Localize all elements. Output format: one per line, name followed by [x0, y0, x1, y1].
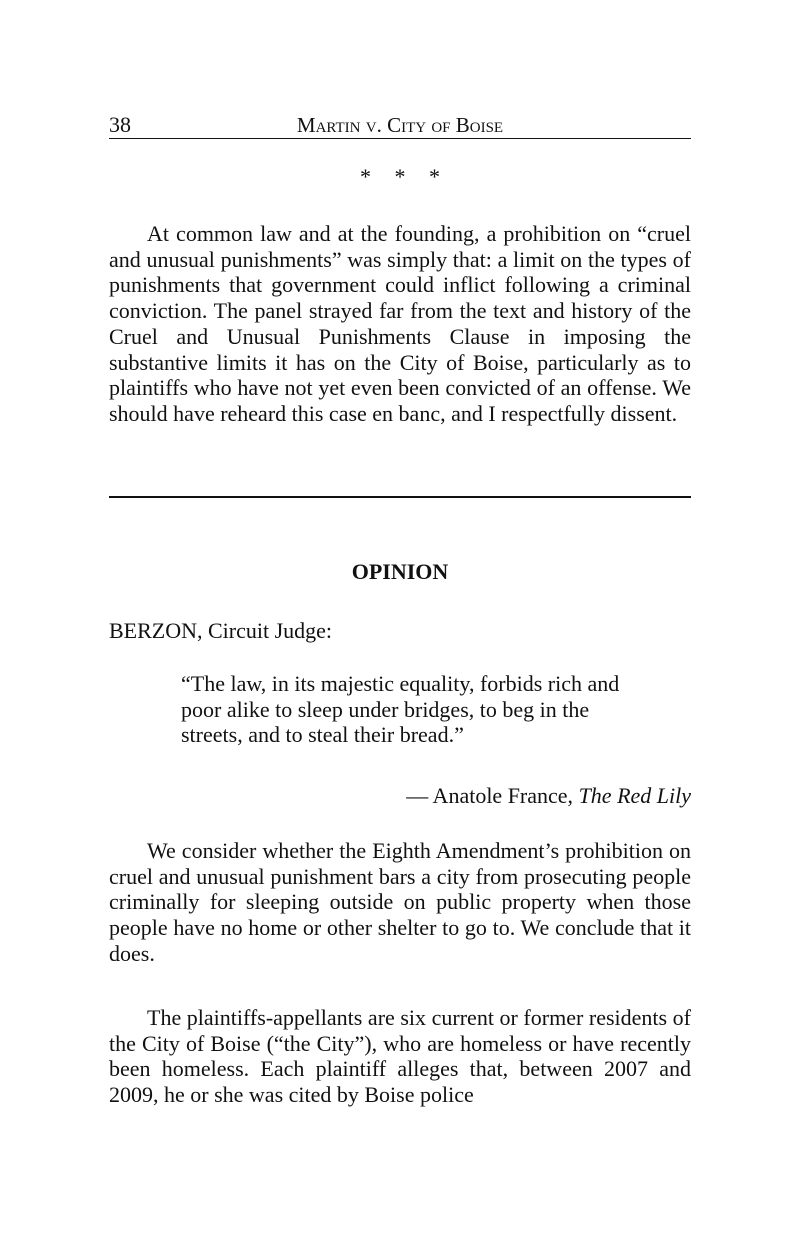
section-divider-rule [109, 496, 691, 498]
running-header [109, 112, 691, 139]
attribution-author: — Anatole France, [406, 783, 579, 808]
author-line: BERZON, Circuit Judge: [109, 618, 333, 643]
opinion-paragraph-plaintiffs: The plaintiffs-appellants are six current or former residents of the City of Boise (“the City”), who are homeless or have recently been homeless. Each plaintiff alleges that, between 2007 and 2009, he or she was cited by Boise police [109, 1005, 691, 1108]
opinion-paragraph-intro: We consider whether the Eighth Amendment’s prohibition on cruel and unusual punishment bars a city from prosecuting people criminally for sleeping outside on public property when those people have no home or other shelter to go to. We conclude that it does. [109, 838, 691, 966]
epigraph-attribution [109, 783, 691, 809]
dissent-conclusion-paragraph: At common law and at the founding, a prohibition on “cruel and unusual punishments” was simply that: a limit on the types of punishments that government could inflict following a criminal conviction. The panel strayed far from the text and history of the Cruel and Unusual Punishments Clause in imposing the substantive limits it has on the City of Boise, particularly as to plaintiffs who have not yet even been convicted of an offense. We should have reheard this case en banc, and I respectfully dissent. [109, 221, 691, 426]
attribution-work-title: The Red Lily [578, 783, 691, 808]
page-number: 38 [109, 112, 131, 137]
epigraph-quote: “The law, in its majestic equality, forbids rich and poor alike to sleep under bridges, to beg in the streets, and to steal their bread.” [181, 671, 620, 748]
running-title: Martin v. City of Boise [296, 113, 504, 137]
opinion-heading: OPINION [351, 559, 449, 584]
section-separator: * * * [360, 164, 440, 189]
